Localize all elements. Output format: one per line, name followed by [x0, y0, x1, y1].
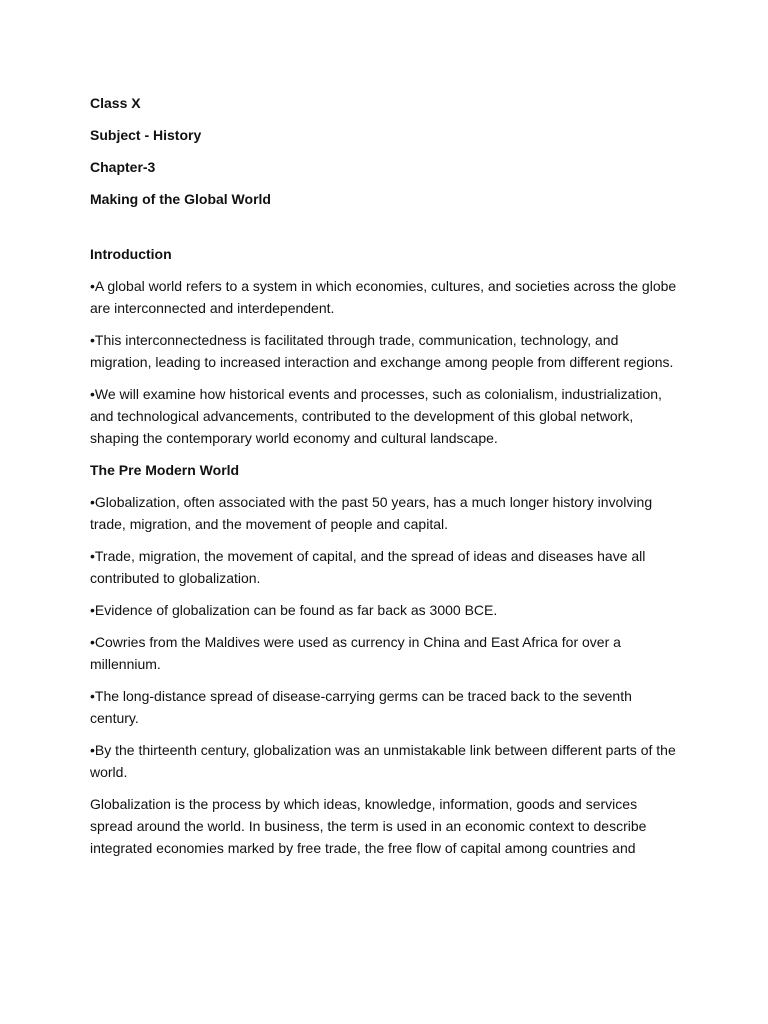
- intro-point: •This interconnectedness is facilitated through trade, communication, technology, and migration, leading to increased interaction and exchange among people from different regions.: [90, 332, 674, 370]
- pre-modern-point: •Evidence of globalization can be found as far back as 3000 BCE.: [90, 602, 498, 618]
- document-page: [90, 92, 680, 869]
- spacer: [90, 210, 680, 243]
- pre-modern-point: •Globalization, often associated with the past 50 years, has a much longer history involving trade, migration, and the movement of people and capital.: [90, 494, 653, 532]
- intro-point: •We will examine how historical events and processes, such as colonialism, industrialization, and technological advancements, contributed to the development of this global network, shaping the contemporary world economy and cultural landscape.: [90, 386, 662, 446]
- introduction-heading: Introduction: [90, 246, 172, 262]
- pre-modern-point: •By the thirteenth century, globalization was an unmistakable link between different parts of the world.: [90, 742, 676, 780]
- intro-point: •A global world refers to a system in which economies, cultures, and societies across the globe are interconnected and interdependent.: [90, 278, 677, 316]
- pre-modern-point: •The long-distance spread of disease-carrying germs can be traced back to the seventh century.: [90, 688, 632, 726]
- globalization-definition: Globalization is the process by which ideas, knowledge, information, goods and services spread around the world. In business, the term is used in an economic context to describe integrated economies marked by free trade, the free flow of capital among countries and: [90, 796, 647, 856]
- chapter-title: Making of the Global World: [90, 191, 271, 207]
- pre-modern-point: •Trade, migration, the movement of capital, and the spread of ideas and diseases have all contributed to globalization.: [90, 548, 646, 586]
- chapter-label: Chapter-3: [90, 159, 156, 175]
- pre-modern-heading: The Pre Modern World: [90, 462, 240, 478]
- class-label: Class X: [90, 95, 141, 111]
- subject-label: Subject - History: [90, 127, 202, 143]
- pre-modern-point: •Cowries from the Maldives were used as currency in China and East Africa for over a millennium.: [90, 634, 621, 672]
